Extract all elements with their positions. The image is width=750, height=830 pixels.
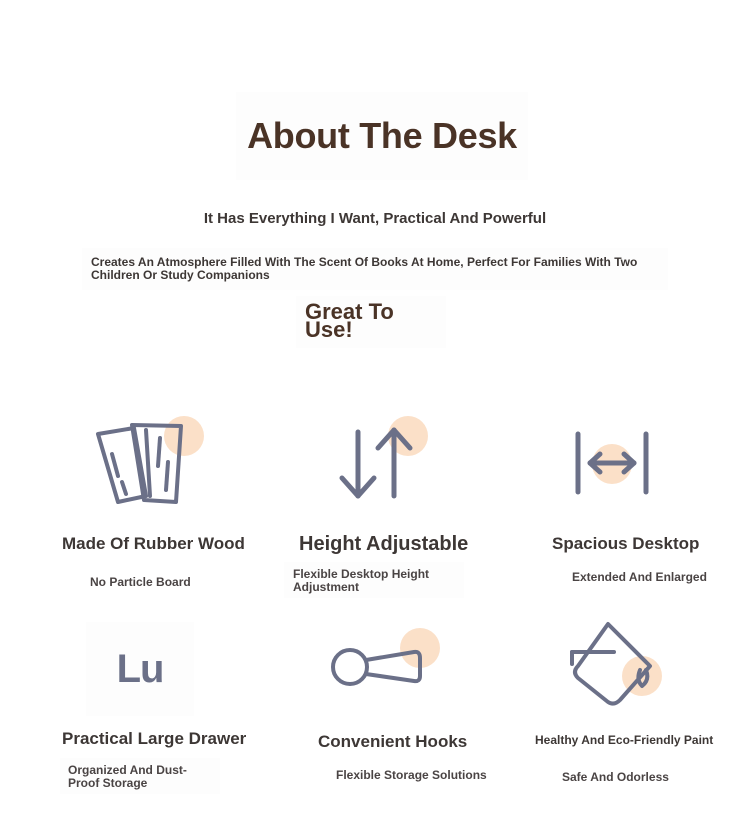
- feature-title-convenient-hooks: Convenient Hooks: [318, 732, 468, 751]
- feature-title-height-adjustable: Height Adjustable: [299, 533, 469, 555]
- paint-bucket-icon: [558, 618, 678, 718]
- feature-desc-large-drawer: Organized And Dust-Proof Storage: [60, 758, 220, 794]
- drawer-lu-icon: [86, 622, 194, 716]
- feature-desc-rubber-wood: No Particle Board: [90, 575, 191, 589]
- page-title: About The Desk: [236, 92, 528, 180]
- feature-desc-height-adjustable: Flexible Desktop Height Adjustment: [284, 562, 464, 598]
- hook-icon: [322, 620, 442, 720]
- tagline: Great To Use!: [296, 296, 446, 348]
- width-arrows-icon: [552, 410, 672, 510]
- drawer-lu-icon-text: Lu: [116, 646, 164, 691]
- page-description: Creates An Atmosphere Filled With The Scent Of Books At Home, Perfect For Families With Two Children Or Study Companions: [82, 248, 668, 290]
- up-down-arrows-icon: [320, 410, 440, 510]
- feature-title-rubber-wood: Made Of Rubber Wood: [62, 534, 245, 553]
- feature-desc-convenient-hooks: Flexible Storage Solutions: [336, 768, 487, 782]
- feature-title-eco-paint: Healthy And Eco-Friendly Paint: [535, 733, 714, 747]
- feature-desc-spacious-desktop: Extended And Enlarged: [572, 570, 707, 584]
- page-subtitle: It Has Everything I Want, Practical And Powerful: [203, 209, 547, 227]
- feature-title-large-drawer: Practical Large Drawer: [62, 729, 247, 748]
- feature-desc-eco-paint: Safe And Odorless: [562, 770, 669, 784]
- feature-title-spacious-desktop: Spacious Desktop: [552, 534, 700, 553]
- wood-planks-icon: [88, 410, 208, 510]
